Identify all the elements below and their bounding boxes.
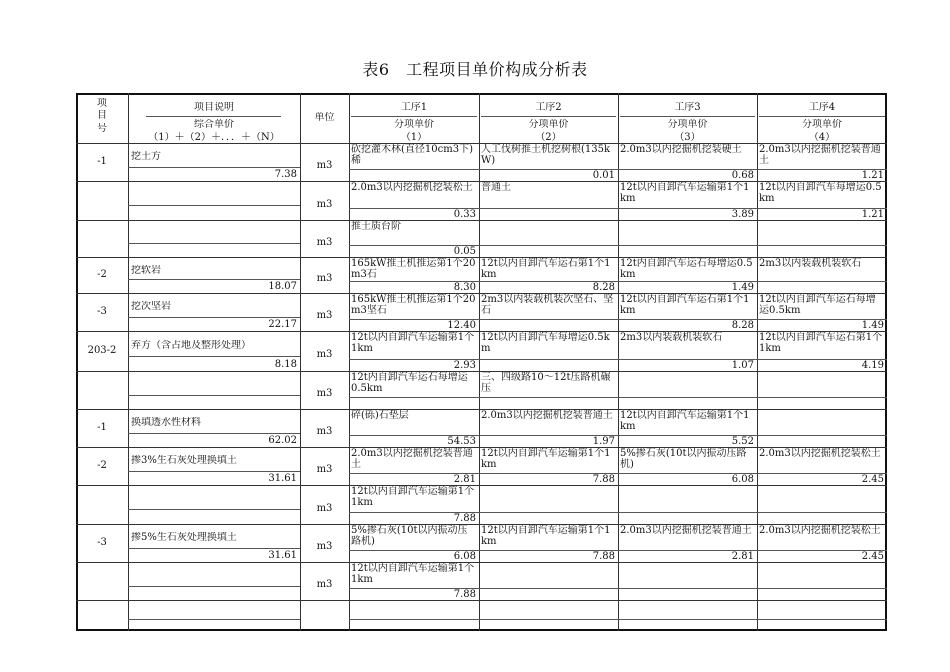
process-description: 2.0m3以内挖掘机挖装硬土 (620, 144, 742, 155)
process-description: 5%掺石灰(10t以内振动压路机) (351, 525, 468, 547)
header-item-no: 目 (97, 110, 107, 121)
process-description (481, 486, 616, 508)
page-title: 表6 工程项目单价构成分析表 (362, 60, 588, 79)
process-price-value: 1.21 (861, 209, 884, 220)
cell-divider (128, 356, 300, 357)
item-number: -3 (97, 537, 107, 548)
unit-value: m3 (316, 199, 333, 210)
process-description: 12t内自卸汽车运石每增运0.5km (351, 372, 468, 394)
unit-value: m3 (316, 273, 333, 284)
item-number: -1 (97, 156, 107, 167)
cell-divider (128, 471, 300, 472)
process-description (481, 221, 616, 243)
item-description: 挖土方 (131, 151, 161, 162)
process-description: 12t以内自卸汽车每增运0.5km (759, 182, 882, 204)
process-price-value (351, 398, 476, 409)
cell-divider (128, 317, 300, 318)
process-price-value: 3.89 (731, 209, 754, 220)
process-description: 12t以内自卸汽车运石第1个1km (759, 332, 883, 354)
process-description: 普通土 (481, 182, 511, 193)
process-description: 2.0m3以内挖掘机挖装普通土 (481, 410, 613, 421)
process-description: 12t以内自卸汽车运输第1个1km (351, 332, 475, 354)
combined-price-value: 22.17 (268, 319, 297, 330)
unit-value (300, 614, 349, 626)
process-price-value: 1.49 (731, 282, 754, 293)
item-number (76, 233, 128, 245)
combined-price-value (131, 588, 297, 599)
item-description (131, 494, 299, 506)
process-description (620, 221, 755, 243)
combined-price-value (131, 619, 297, 630)
unit-value: m3 (316, 541, 333, 552)
combined-price-value: 62.02 (268, 435, 297, 446)
item-description: 换填透水性材料 (131, 417, 201, 428)
item-description: 挖次坚岩 (131, 301, 171, 312)
header-process-number: （2） (535, 132, 562, 142)
process-price-value: 7.88 (592, 474, 615, 485)
unit-value: m3 (316, 426, 333, 437)
unit-value: m3 (316, 310, 333, 321)
unit-value: m3 (316, 388, 333, 399)
item-description (131, 228, 299, 240)
process-description (481, 563, 616, 585)
header-description: 项目说明 (194, 102, 234, 113)
process-price-value: 1.97 (592, 436, 615, 447)
process-price-value: 6.08 (453, 551, 476, 562)
process-description: 2.0m3以内挖掘机挖装普通土 (620, 525, 752, 536)
process-price-value (759, 589, 884, 600)
item-number (76, 195, 128, 207)
item-description (131, 607, 299, 619)
cell-divider (128, 243, 300, 244)
process-description: 12t以内自卸汽车运输第1个1km (351, 486, 475, 508)
process-description (759, 221, 885, 243)
process-price-value (759, 282, 884, 293)
process-price-value (620, 513, 754, 524)
process-price-value: 4.19 (861, 360, 884, 371)
process-description: 12t以内自卸汽车运输第1个1km (620, 182, 750, 204)
process-price-value: 0.68 (731, 170, 754, 181)
process-description: 2m3以内装载机装软石 (759, 258, 862, 269)
process-description: 2.0m3以内挖掘机挖装松土 (759, 525, 881, 536)
header-item-no: 号 (97, 123, 107, 134)
process-description: 砍挖灌木林(直径10cm3下)稀 (351, 144, 473, 166)
process-price-value (481, 620, 615, 631)
header-process-1: 工序1 (400, 102, 428, 113)
process-price-value: 1.49 (861, 320, 884, 331)
unit-value: m3 (316, 464, 333, 475)
header-formula: （1）＋（2）＋．．．＋（N） (148, 132, 280, 142)
combined-price-value (131, 397, 297, 408)
process-price-value (481, 360, 615, 371)
process-price-value: 6.08 (731, 474, 754, 485)
header-sub-price: 分项单价 (802, 119, 842, 130)
cell-divider (128, 548, 300, 549)
unit-value: m3 (316, 237, 333, 248)
process-description: 165kW推土机推运第1个20m3石 (351, 258, 476, 280)
process-price-value: 8.28 (592, 282, 615, 293)
item-description: 弃方（含占地及整形处理） (131, 340, 251, 351)
process-price-value (351, 620, 476, 631)
process-price-value: 1.21 (861, 170, 884, 181)
column-divider (128, 93, 129, 631)
process-price-value (759, 246, 884, 257)
header-underline (759, 116, 885, 117)
process-price-value (759, 620, 884, 631)
cell-divider (128, 167, 300, 168)
item-description: 挖软岩 (131, 265, 161, 276)
header-combined-price: 综合单价 (194, 119, 234, 130)
process-price-value: 2.45 (861, 551, 884, 562)
header-sub-price: 分项单价 (667, 119, 708, 130)
header-process-3: 工序3 (674, 102, 701, 113)
process-price-value: 2.81 (453, 474, 476, 485)
process-description (620, 486, 755, 508)
process-price-value (351, 170, 476, 181)
process-description: 12t以内自卸汽车运石第1个1km (620, 294, 750, 316)
process-description: 12t以内自卸汽车运石第1个1km (481, 258, 611, 280)
process-description (620, 372, 755, 394)
process-price-value (759, 436, 884, 447)
process-description: 2m3以内装载机装软石 (620, 332, 723, 343)
process-description (620, 563, 755, 585)
unit-value: m3 (316, 579, 333, 590)
price-analysis-table (76, 93, 887, 631)
item-description (131, 570, 299, 582)
item-number (76, 384, 128, 396)
process-price-value: 2.45 (861, 474, 884, 485)
item-number: -3 (97, 306, 107, 317)
process-description (759, 410, 885, 432)
process-description: 12t内自卸汽车运石每增运0.5km (620, 258, 753, 280)
process-price-value (481, 246, 615, 257)
process-description: 三、四级路10～12t压路机碾压 (481, 372, 611, 394)
header-process-4: 工序4 (808, 102, 836, 113)
item-description (131, 379, 299, 391)
process-price-value: 2.93 (453, 360, 476, 371)
process-price-value: 0.33 (453, 209, 476, 220)
process-description (759, 372, 885, 394)
process-price-value (620, 620, 754, 631)
process-price-value: 1.07 (731, 360, 754, 371)
process-price-value: 8.30 (453, 282, 476, 293)
process-description: 人工伐树推土机挖树根(135kW) (481, 144, 611, 166)
header-process-number: （1） (400, 132, 428, 142)
process-description (759, 486, 885, 508)
process-price-value (620, 398, 754, 409)
combined-price-value: 18.07 (268, 281, 297, 292)
process-price-value: 0.05 (453, 246, 476, 257)
process-description: 12t以内自卸汽车运石每增运0.5km (759, 294, 876, 316)
item-description (131, 190, 299, 202)
unit-value: m3 (316, 349, 333, 360)
process-description: 2.0m3以内挖掘机挖装松土 (351, 182, 473, 193)
item-description: 掺5%生石灰处理换填土 (131, 532, 237, 543)
process-price-value: 5.52 (731, 436, 754, 447)
process-price-value: 8.28 (731, 320, 754, 331)
process-description: 碎(砾)石垫层 (351, 410, 409, 421)
header-underline (481, 116, 616, 117)
header-process-number: （4） (808, 132, 836, 142)
process-description: 12t以内自卸汽车运输第1个1km (620, 410, 750, 432)
header-sub-price: 分项单价 (528, 119, 569, 130)
cell-divider (128, 586, 300, 587)
item-number: -1 (97, 422, 107, 433)
header-unit: 单位 (314, 112, 335, 123)
process-price-value (481, 320, 615, 331)
process-description: 12t以内自卸汽车运输第1个1km (481, 525, 611, 547)
process-price-value (759, 398, 884, 409)
cell-divider (128, 433, 300, 434)
item-number (76, 575, 128, 587)
unit-value: m3 (316, 503, 333, 514)
cell-divider (128, 509, 300, 510)
process-description: 165kW推土机推运第1个20m3坚石 (351, 294, 476, 316)
process-description: 12t以内自卸汽车运输第1个1km (351, 563, 475, 585)
header-underline (351, 116, 477, 117)
cell-divider (128, 395, 300, 396)
process-price-value (481, 209, 615, 220)
header-item-no: 项 (97, 98, 107, 109)
process-price-value (481, 398, 615, 409)
combined-price-value: 31.61 (268, 473, 297, 484)
combined-price-value (131, 512, 297, 523)
process-description: 2.0m3以内挖掘机挖装普通土 (351, 448, 473, 470)
item-number: -2 (97, 269, 107, 280)
item-description: 掺3%生石灰处理换填土 (131, 455, 237, 466)
process-description: 2.0m3以内挖掘机挖装普通土 (759, 144, 881, 166)
process-price-value: 7.88 (453, 513, 476, 524)
cell-divider (128, 205, 300, 206)
combined-price-value (131, 208, 297, 219)
process-price-value: 7.88 (453, 589, 476, 600)
process-description: 2.0m3以内挖掘机挖装松土 (759, 448, 881, 459)
process-description: 2m3以内装载机装次坚石、坚石 (481, 294, 614, 316)
item-number (76, 610, 128, 622)
combined-price-value: 7.38 (274, 169, 297, 180)
combined-price-value: 8.18 (274, 359, 297, 370)
process-price-value (620, 246, 754, 257)
header-process-number: （3） (674, 132, 701, 142)
header-sub-price: 分项单价 (394, 119, 434, 130)
process-price-value (620, 589, 754, 600)
process-price-value: 54.53 (447, 436, 476, 447)
item-number: 203-2 (87, 345, 117, 356)
process-price-value (481, 513, 615, 524)
item-number (76, 499, 128, 511)
process-price-value: 12.40 (447, 320, 476, 331)
header-process-2: 工序2 (535, 102, 562, 113)
combined-price-value (131, 245, 297, 256)
process-price-value: 7.88 (592, 551, 615, 562)
process-description: 推土质台阶 (351, 221, 401, 232)
header-underline (146, 116, 281, 117)
process-description (759, 563, 885, 585)
process-price-value: 2.81 (731, 551, 754, 562)
process-price-value (759, 513, 884, 524)
item-number: -2 (97, 460, 107, 471)
process-description: 12t以内自卸汽车每增运0.5km (481, 332, 610, 354)
process-description: 12t以内自卸汽车运输第1个1km (481, 448, 611, 470)
process-price-value (481, 589, 615, 600)
process-price-value: 0.01 (592, 170, 615, 181)
combined-price-value: 31.61 (268, 550, 297, 561)
unit-value: m3 (316, 160, 333, 171)
cell-divider (128, 279, 300, 280)
process-description: 5%掺石灰(10t以内振动压路机) (620, 448, 747, 470)
header-underline (620, 116, 755, 117)
